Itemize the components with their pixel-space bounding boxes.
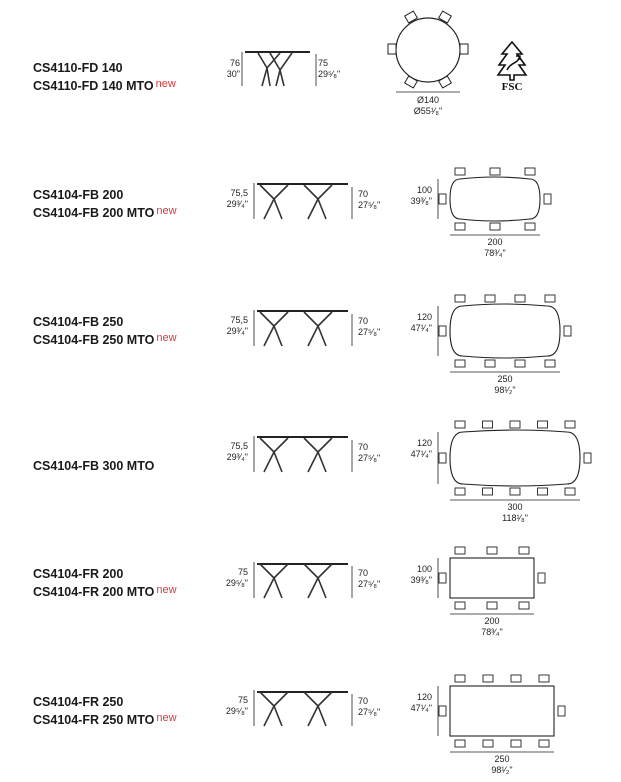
product-code-line: CS4104-FB 300 MTO	[33, 459, 155, 473]
product-code-line: CS4104-FB 200	[33, 188, 124, 202]
table-plan-view	[436, 416, 596, 508]
round-table-plan	[386, 10, 470, 94]
product-code-mto: CS4110-FD 140 MTO	[33, 79, 154, 93]
height-right-dim: 70 27⁵⁄₈"	[358, 189, 381, 210]
new-badge: new	[156, 712, 177, 724]
new-badge: new	[156, 332, 177, 344]
height-left-dim: 75 29⁵⁄₈"	[225, 695, 248, 716]
table-side-elevation	[252, 434, 354, 474]
product-code	[33, 314, 177, 348]
svg-text:FSC: FSC	[501, 81, 523, 93]
table-plan-view	[436, 290, 576, 380]
fsc-logo-icon	[489, 40, 535, 92]
product-code-mto: CS4104-FB 200 MTO	[33, 206, 155, 220]
product-code-mto: CS4104-FR 250 MTO	[33, 713, 155, 727]
new-badge: new	[156, 205, 177, 217]
table-side-elevation	[252, 688, 354, 728]
product-code-line: CS4104-FR 200	[33, 567, 124, 581]
product-code	[33, 187, 177, 221]
height-right-dim: 75 29⁵⁄₈"	[318, 58, 341, 79]
length-dim: 250 98¹⁄₂"	[491, 754, 513, 775]
depth-dim: 120 47¹⁄₄"	[410, 692, 432, 713]
new-badge: new	[156, 584, 177, 596]
table-side-elevation	[252, 560, 354, 600]
product-code	[33, 60, 176, 94]
table-side-elevation	[252, 181, 354, 221]
length-dim: 300 118¹⁄₈"	[502, 502, 528, 523]
product-code-line: CS4104-FR 250	[33, 695, 124, 709]
length-dim: 250 98¹⁄₂"	[494, 374, 516, 395]
length-dim: 200 78³⁄₄"	[481, 616, 503, 637]
product-code-mto: CS4104-FB 250 MTO	[33, 333, 155, 347]
height-left-dim: 75,5 29³⁄₄"	[226, 441, 248, 462]
product-code-line: CS4110-FD 140	[33, 61, 123, 75]
table-side-elevation	[240, 50, 320, 88]
table-plan-view	[436, 163, 556, 243]
depth-dim: 100 39³⁄₈"	[410, 185, 432, 206]
depth-dim: 120 47¹⁄₄"	[410, 312, 432, 333]
height-left-dim: 75 29⁵⁄₈"	[225, 567, 248, 588]
length-dim: 200 78³⁄₄"	[484, 237, 506, 258]
height-right-dim: 70 27⁵⁄₈"	[358, 568, 381, 589]
product-code	[33, 566, 177, 600]
new-badge: new	[155, 78, 176, 90]
table-plan-view	[436, 542, 550, 622]
table-side-elevation	[252, 308, 354, 348]
depth-dim: 100 39³⁄₈"	[410, 564, 432, 585]
depth-dim: 120 47¹⁄₄"	[410, 438, 432, 459]
product-code	[33, 694, 177, 728]
product-code-mto: CS4104-FR 200 MTO	[33, 585, 155, 599]
height-left-dim: 75,5 29³⁄₄"	[226, 315, 248, 336]
height-right-dim: 70 27⁵⁄₈"	[358, 316, 381, 337]
height-left-dim: 75,5 29³⁄₄"	[226, 188, 248, 209]
product-code-line: CS4104-FB 250	[33, 315, 124, 329]
height-right-dim: 70 27⁵⁄₈"	[358, 696, 381, 717]
height-right-dim: 70 27⁵⁄₈"	[358, 442, 381, 463]
table-plan-view	[436, 670, 570, 760]
diameter-dim: Ø140 Ø55¹⁄₈"	[413, 95, 443, 116]
height-left-dim: 76 30"	[226, 58, 240, 79]
product-code	[33, 458, 154, 474]
